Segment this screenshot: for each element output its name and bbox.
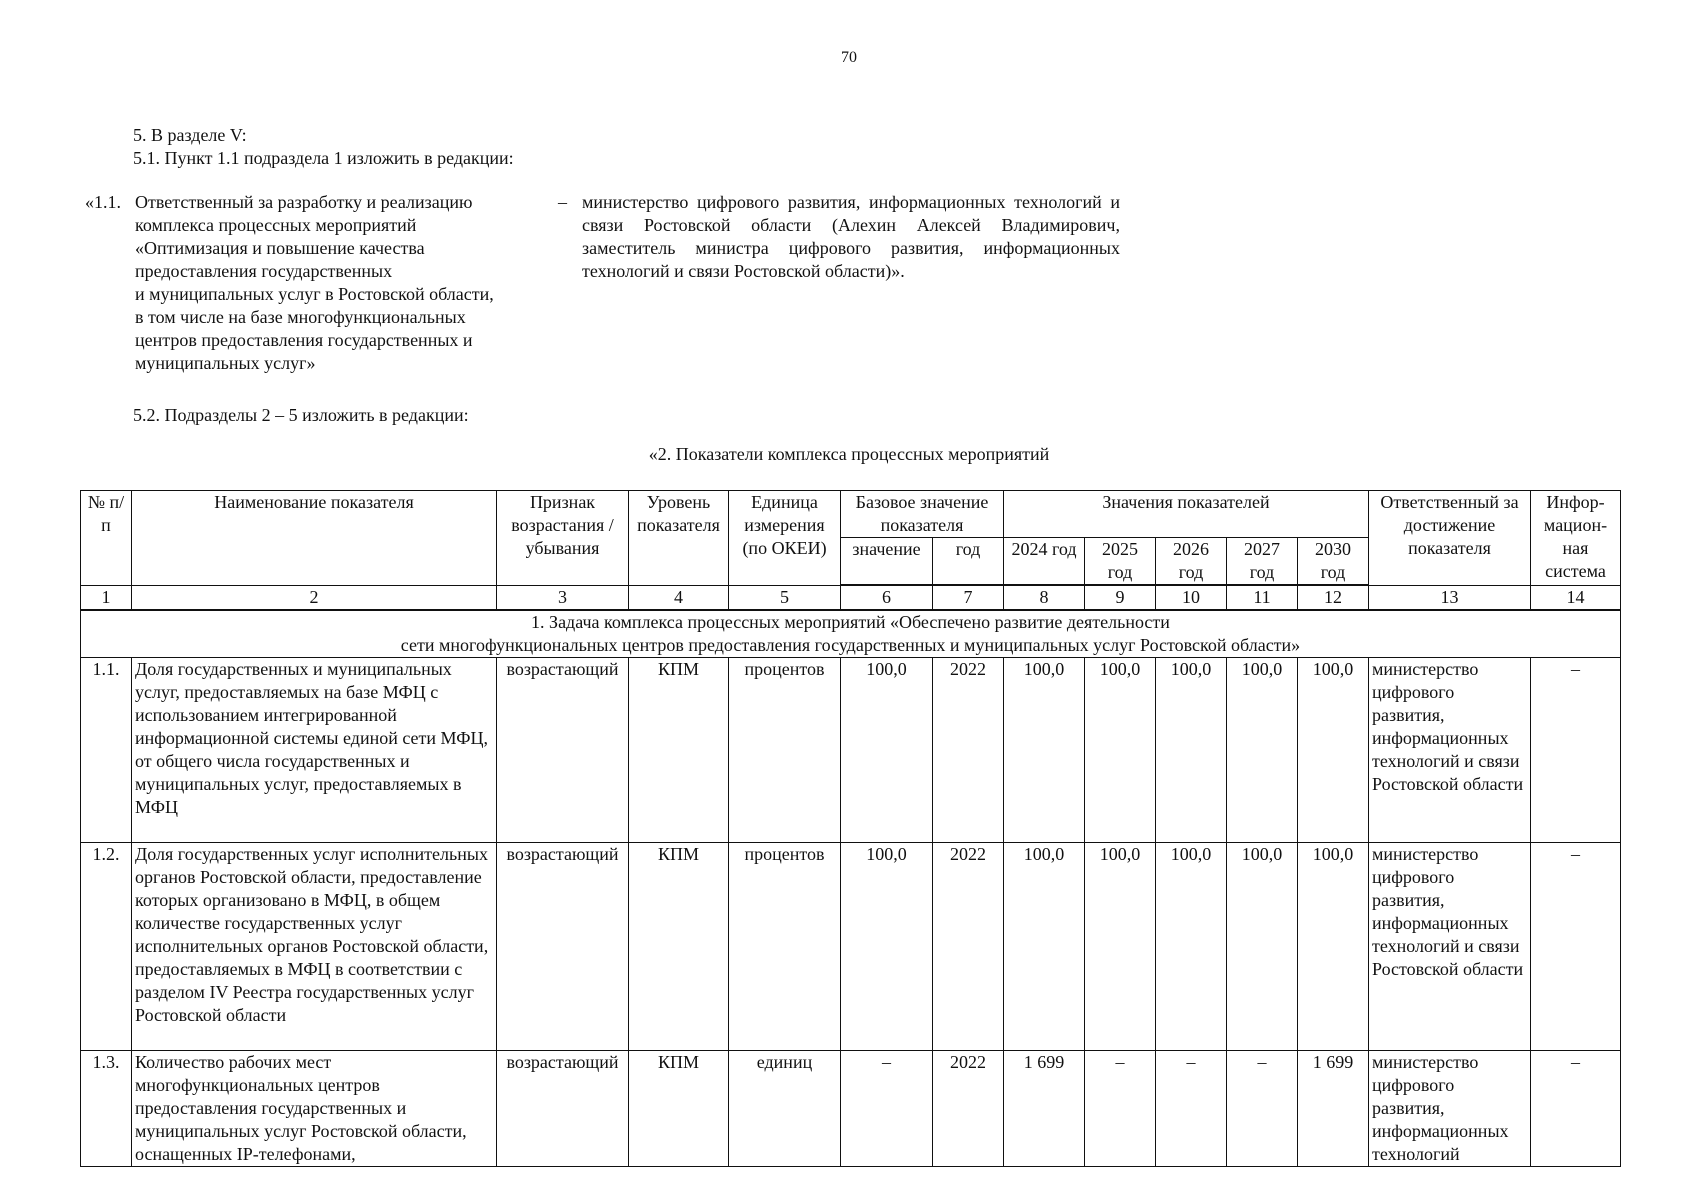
row-2025: – [1085,1051,1156,1167]
column-number: 10 [1156,585,1227,610]
table-row [81,658,1621,843]
row-sign: возрастающий [497,658,629,843]
row-2026: 100,0 [1156,658,1227,843]
row-2024: 100,0 [1004,843,1085,1051]
row-base-value: 100,0 [841,658,933,843]
row-2026: 100,0 [1156,843,1227,1051]
row-indicator-name: Количество рабочих мест многофункциональных центров предоставления государственных и муниципальных услуг Ростовской области, оснащенных IP-телефонами, [132,1051,497,1167]
header-info-system: Инфор-мацион-ная система [1531,491,1621,586]
row-2030: 100,0 [1298,843,1369,1051]
row-2027: 100,0 [1227,658,1298,843]
header-values: Значения показателей [1004,491,1369,538]
header-num: № п/п [81,491,132,586]
indicators-table [80,490,1621,1167]
header-2027: 2027 год [1227,538,1298,586]
row-responsible: министерство цифрового развития, информационных технологий и связи Ростовской области [1369,843,1531,1051]
row-2025: 100,0 [1085,658,1156,843]
row-level: КПМ [629,1051,729,1167]
header-base: Базовое значение показателя [841,491,1004,538]
row-base-value: 100,0 [841,843,933,1051]
header-sign: Признак возрастания / убывания [497,491,629,586]
table-row [81,1051,1621,1167]
column-number: 12 [1298,585,1369,610]
row-2030: 100,0 [1298,658,1369,843]
row-2026: – [1156,1051,1227,1167]
row-2025: 100,0 [1085,843,1156,1051]
table-row [81,843,1621,1051]
column-number: 14 [1531,585,1621,610]
item-number: «1.1. [85,192,121,212]
responsible-label-line: «Оптимизация и повышение качества [135,238,425,258]
row-unit: процентов [729,843,841,1051]
header-name: Наименование показателя [132,491,497,586]
task-title-line-1: 1. Задача комплекса процессных мероприятий «Обеспечено развитие деятельности [531,612,1170,632]
line-5-2: 5.2. Подразделы 2 – 5 изложить в редакции: [133,405,469,425]
responsible-label-line: в том числе на базе многофункциональных [135,307,466,327]
section-title: «2. Показатели комплекса процессных мероприятий [648,444,1050,464]
column-number: 8 [1004,585,1085,610]
header-base-value: значение [841,538,933,586]
column-number: 6 [841,585,933,610]
column-number: 13 [1369,585,1531,610]
column-numbers-row [81,585,1621,610]
column-number: 5 [729,585,841,610]
responsible-label-line: предоставления государственных [135,261,393,281]
row-level: КПМ [629,658,729,843]
row-info-system: – [1531,843,1621,1051]
responsible-label-line: муниципальных услуг» [135,353,316,373]
column-number: 9 [1085,585,1156,610]
row-unit: единиц [729,1051,841,1167]
row-base-year: 2022 [933,658,1004,843]
row-2030: 1 699 [1298,1051,1369,1167]
row-num: 1.2. [81,843,132,1051]
header-unit: Единица измерения (по ОКЕИ) [729,491,841,586]
row-base-year: 2022 [933,843,1004,1051]
column-number: 1 [81,585,132,610]
row-unit: процентов [729,658,841,843]
responsible-label-line: Ответственный за разработку и реализацию [135,192,473,212]
column-number: 3 [497,585,629,610]
header-level: Уровень показателя [629,491,729,586]
row-2024: 1 699 [1004,1051,1085,1167]
intro-line-2: 5.1. Пункт 1.1 подраздела 1 изложить в редакции: [133,148,514,168]
row-2024: 100,0 [1004,658,1085,843]
page-number: 70 [841,49,857,66]
column-number: 4 [629,585,729,610]
intro-line-1: 5. В разделе V: [133,125,247,145]
header-2024: 2024 год [1004,538,1085,586]
header-responsible: Ответственный за достижение показателя [1369,491,1531,586]
responsible-label [135,191,555,375]
row-num: 1.3. [81,1051,132,1167]
row-responsible: министерство цифрового развития, информационных технологий и связи Ростовской области [1369,658,1531,843]
row-indicator-name: Доля государственных и муниципальных услуг, предоставляемых на базе МФЦ с использованием интегрированной информационной системы единой сети МФЦ, от общего числа государственных и муниципальных услуг, предоставляемых в МФЦ [132,658,497,843]
row-base-value: – [841,1051,933,1167]
row-sign: возрастающий [497,843,629,1051]
row-level: КПМ [629,843,729,1051]
row-responsible: министерство цифрового развития, информационных технологий [1369,1051,1531,1167]
header-2025: 2025 год [1085,538,1156,586]
header-2030: 2030 год [1298,538,1369,586]
task-row [81,610,1621,658]
row-indicator-name: Доля государственных услуг исполнительных органов Ростовской области, предоставление которых организовано в МФЦ, в общем количестве государственных услуг исполнительных органов Ростовской области, предоставляемых в МФЦ в соответствии с разделом IV Реестра государственных услуг Ростовской области [132,843,497,1051]
task-title-line-2: сети многофункциональных центров предоставления государственных и муниципальных услуг Ростовской области» [400,635,1301,655]
column-number: 7 [933,585,1004,610]
task-title [81,610,1621,658]
row-info-system: – [1531,1051,1621,1167]
header-base-year: год [933,538,1004,586]
column-number: 2 [132,585,497,610]
row-2027: – [1227,1051,1298,1167]
responsible-label-line: центров предоставления государственных и [135,330,473,350]
header-2026: 2026 год [1156,538,1227,586]
responsible-value: министерство цифрового развития, информационных технологий и связи Ростовской области (Алехин Алексей Владимирович, заместитель министра цифрового развития, информационных технологий и связи Ростовской области)». [582,192,1120,281]
column-number: 11 [1227,585,1298,610]
row-2027: 100,0 [1227,843,1298,1051]
responsible-label-line: и муниципальных услуг в Ростовской области, [135,284,494,304]
dash: – [558,192,567,212]
row-info-system: – [1531,658,1621,843]
row-num: 1.1. [81,658,132,843]
responsible-label-line: комплекса процессных мероприятий [135,215,417,235]
row-sign: возрастающий [497,1051,629,1167]
row-base-year: 2022 [933,1051,1004,1167]
